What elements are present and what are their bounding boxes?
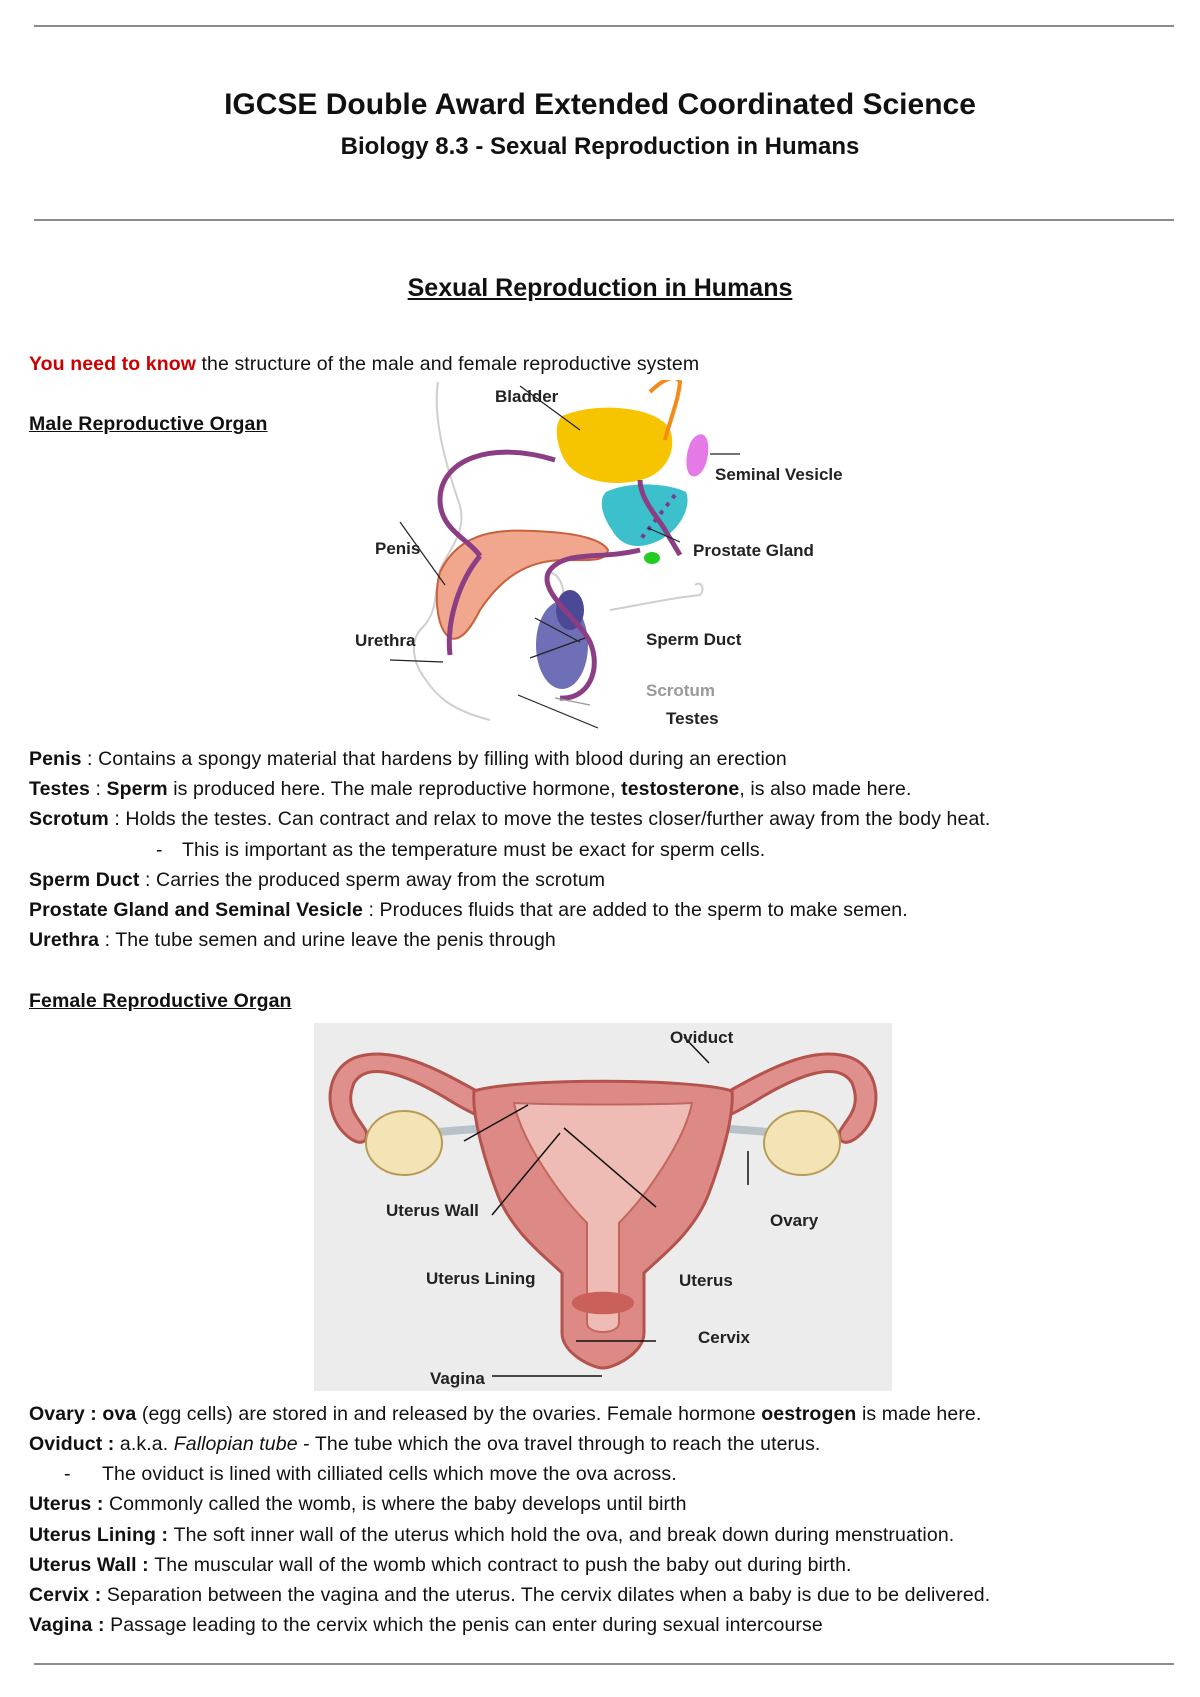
- def-uterus-wall: Uterus Wall : The muscular wall of the womb which contract to push the baby out during birth.: [29, 1554, 852, 1576]
- label-vagina: Vagina: [430, 1369, 485, 1388]
- def-penis: Penis : Contains a spongy material that hardens by filling with blood during an erection: [29, 748, 787, 770]
- def-oviduct-bullet: - The oviduct is lined with cilliated cells which move the ova across.: [64, 1463, 677, 1485]
- label-bladder: Bladder: [495, 387, 559, 406]
- label-scrotum: Scrotum: [646, 681, 715, 700]
- label-uterus-lining: Uterus Lining: [426, 1269, 536, 1288]
- def-cervix: Cervix : Separation between the vagina and the uterus. The cervix dilates when a baby is due to be delivered.: [29, 1584, 991, 1606]
- label-urethra: Urethra: [355, 631, 416, 650]
- label-ovary: Ovary: [770, 1211, 819, 1230]
- page-subtitle: Biology 8.3 - Sexual Reproduction in Humans: [340, 133, 860, 160]
- page-title: IGCSE Double Award Extended Coordinated Science: [224, 88, 976, 121]
- label-seminal-vesicle: Seminal Vesicle: [715, 465, 843, 484]
- def-prostate: Prostate Gland and Seminal Vesicle : Produces fluids that are added to the sperm to make semen.: [29, 899, 908, 921]
- def-scrotum: Scrotum : Holds the testes. Can contract and relax to move the testes closer/further away from the body heat.: [29, 808, 991, 830]
- male-reproductive-diagram: [340, 380, 860, 740]
- label-sperm-duct: Sperm Duct: [646, 630, 742, 649]
- top-rule: [34, 25, 1174, 27]
- def-vagina: Vagina : Passage leading to the cervix which the penis can enter during sexual intercourse: [29, 1614, 823, 1636]
- def-urethra: Urethra : The tube semen and urine leave the penis through: [29, 929, 556, 951]
- header-rule: [34, 219, 1174, 221]
- def-scrotum-bullet: - This is important as the temperature must be exact for sperm cells.: [156, 839, 766, 861]
- def-uterus: Uterus : Commonly called the womb, is where the baby develops until birth: [29, 1493, 687, 1515]
- def-testes: Testes : Sperm is produced here. The male reproductive hormone, testosterone, is also made here.: [29, 778, 912, 800]
- label-uterus-wall: Uterus Wall: [386, 1201, 479, 1220]
- label-cervix: Cervix: [698, 1328, 750, 1347]
- male-heading: Male Reproductive Organ: [29, 413, 268, 435]
- def-uterus-lining: Uterus Lining : The soft inner wall of the uterus which hold the ova, and break down during menstruation.: [29, 1524, 955, 1546]
- def-ovary: Ovary : ova (egg cells) are stored in and released by the ovaries. Female hormone oestrogen is made here.: [29, 1403, 982, 1425]
- label-oviduct: Oviduct: [670, 1028, 734, 1047]
- intro-line: [29, 353, 699, 376]
- bottom-rule: [34, 1663, 1174, 1665]
- label-penis: Penis: [375, 539, 421, 558]
- label-prostate-gland: Prostate Gland: [693, 541, 814, 560]
- female-heading: Female Reproductive Organ: [29, 990, 292, 1012]
- def-oviduct: Oviduct : a.k.a. Fallopian tube - The tube which the ova travel through to reach the uterus.: [29, 1433, 821, 1455]
- label-testes: Testes: [666, 709, 719, 728]
- intro-text: the structure of the male and female reproductive system: [196, 353, 700, 375]
- def-sperm-duct: Sperm Duct : Carries the produced sperm away from the scrotum: [29, 869, 606, 891]
- section-title: Sexual Reproduction in Humans: [407, 274, 793, 302]
- intro-highlight: You need to know: [29, 353, 196, 375]
- label-uterus: Uterus: [679, 1271, 733, 1290]
- female-reproductive-diagram: [314, 1023, 892, 1391]
